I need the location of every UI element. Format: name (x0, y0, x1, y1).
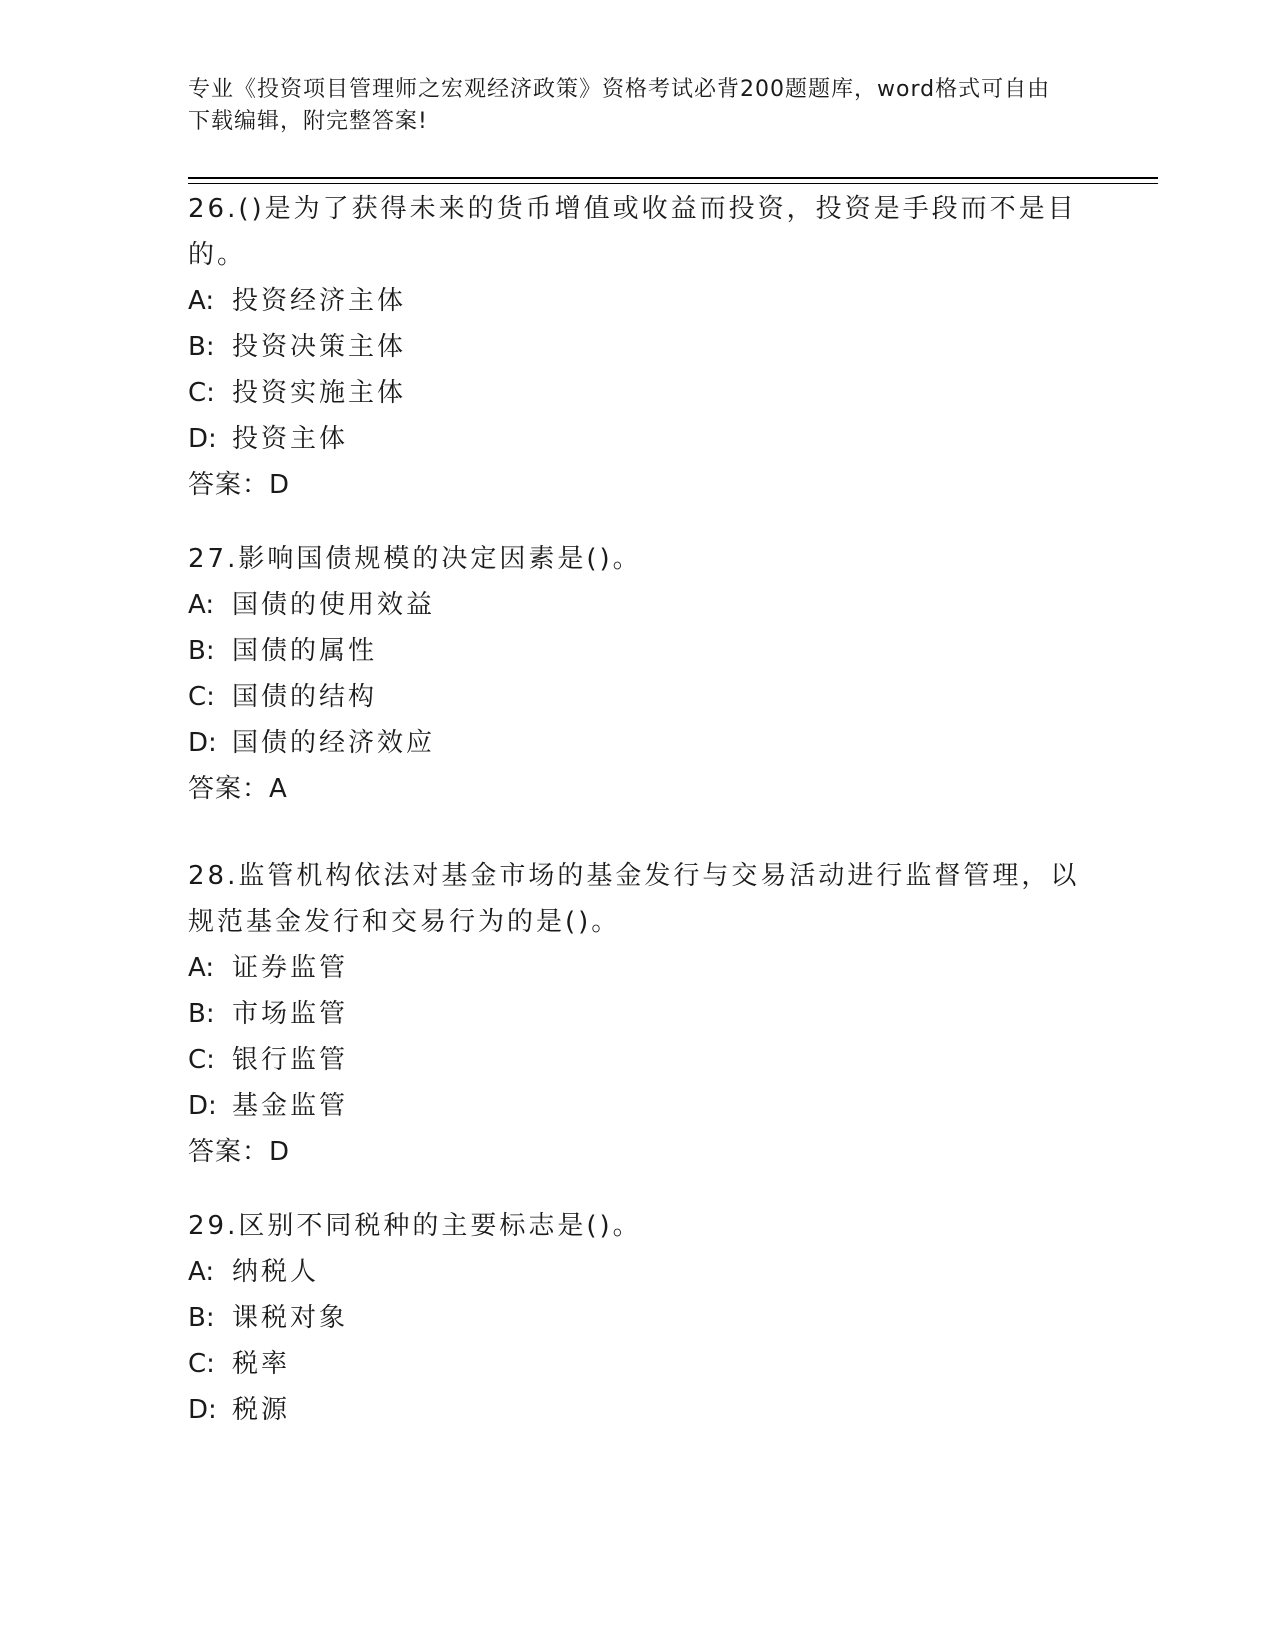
option-text: 国债的属性 (232, 636, 378, 666)
option-c (188, 1341, 1088, 1387)
option-d (188, 1387, 1088, 1433)
option-letter: D: (188, 424, 217, 454)
option-text: 投资主体 (232, 424, 349, 454)
option-text: 投资经济主体 (232, 286, 407, 316)
option-letter: D: (188, 1395, 217, 1425)
option-a (188, 1249, 1088, 1295)
option-text: 银行监管 (232, 1045, 349, 1075)
option-letter: B: (188, 636, 215, 666)
option-text: 证券监管 (232, 953, 349, 983)
option-letter: B: (188, 1303, 215, 1333)
option-text: 市场监管 (232, 999, 349, 1029)
option-b (188, 1295, 1088, 1341)
option-letter: B: (188, 999, 215, 1029)
question-stem: 28.监管机构依法对基金市场的基金发行与交易活动进行监督管理，以规范基金发行和交易行为的是()。 (188, 861, 1080, 937)
header-divider-thick (188, 177, 1158, 179)
answer: 答案：D (188, 1137, 291, 1167)
question-stem: 27.影响国债规模的决定因素是()。 (188, 544, 642, 574)
option-a (188, 582, 1088, 628)
option-text: 课税对象 (232, 1303, 349, 1333)
option-letter: D: (188, 1091, 217, 1121)
option-letter: C: (188, 682, 215, 712)
option-d (188, 416, 1088, 462)
option-letter: A: (188, 286, 215, 316)
option-letter: A: (188, 953, 215, 983)
option-letter: B: (188, 332, 215, 362)
option-b (188, 324, 1088, 370)
option-c (188, 674, 1088, 720)
question-26 (188, 186, 1088, 508)
option-text: 投资实施主体 (232, 378, 407, 408)
header-divider-thin (188, 183, 1158, 184)
answer: 答案：D (188, 470, 291, 500)
option-letter: A: (188, 1257, 215, 1287)
question-29 (188, 1203, 1088, 1433)
option-text: 国债的经济效应 (232, 728, 436, 758)
question-stem: 29.区别不同税种的主要标志是()。 (188, 1211, 642, 1241)
option-d (188, 720, 1088, 766)
option-c (188, 1037, 1088, 1083)
option-a (188, 278, 1088, 324)
option-letter: C: (188, 1045, 215, 1075)
option-b (188, 991, 1088, 1037)
option-letter: D: (188, 728, 217, 758)
question-27 (188, 536, 1088, 812)
option-text: 纳税人 (232, 1257, 320, 1287)
option-text: 税源 (232, 1395, 291, 1425)
question-stem: 26.()是为了获得未来的货币增值或收益而投资，投资是手段而不是目的。 (188, 194, 1077, 270)
option-b (188, 628, 1088, 674)
option-d (188, 1083, 1088, 1129)
option-c (188, 370, 1088, 416)
option-text: 投资决策主体 (232, 332, 407, 362)
option-letter: C: (188, 1349, 215, 1379)
option-text: 税率 (232, 1349, 291, 1379)
option-text: 基金监管 (232, 1091, 349, 1121)
answer: 答案：A (188, 774, 288, 804)
document-title: 专业《投资项目管理师之宏观经济政策》资格考试必背200题题库，word格式可自由下载编辑，附完整答案! (188, 77, 1051, 134)
option-text: 国债的使用效益 (232, 590, 436, 620)
option-letter: A: (188, 590, 215, 620)
option-letter: C: (188, 378, 215, 408)
option-a (188, 945, 1088, 991)
option-text: 国债的结构 (232, 682, 378, 712)
question-28 (188, 853, 1088, 1175)
